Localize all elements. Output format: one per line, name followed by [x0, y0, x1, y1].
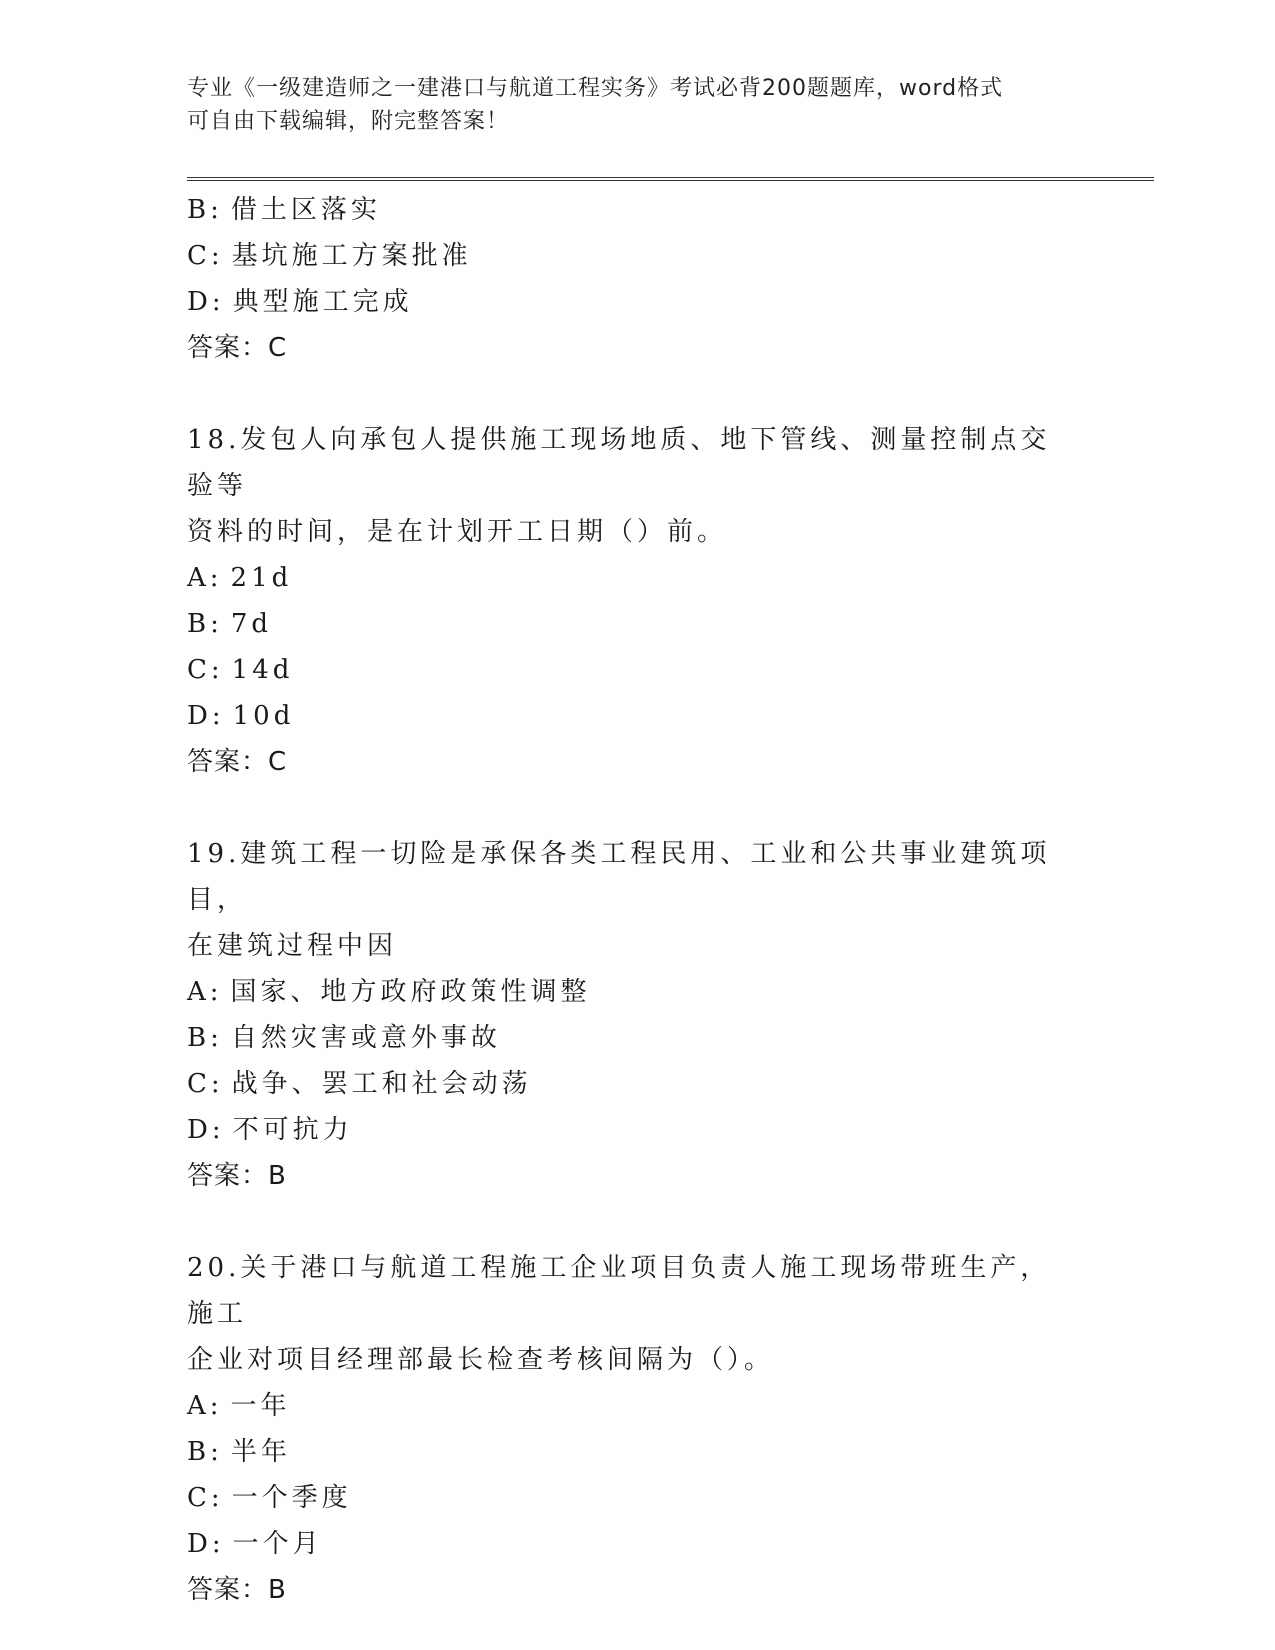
option-b: B: 7d: [187, 609, 273, 639]
question-19: [187, 831, 1087, 1199]
option-a: A: 一年: [187, 1391, 291, 1421]
option-c: C: 基坑施工方案批准: [187, 241, 472, 271]
option-d: D: 一个月: [187, 1529, 323, 1559]
header-title-line-1: 专业《一级建造师之一建港口与航道工程实务》考试必背200题题库，word格式: [187, 76, 1004, 101]
document-header: [187, 72, 1087, 138]
question-text-line-2: 资料的时间，是在计划开工日期（）前。: [187, 517, 728, 547]
option-b: B: 借土区落实: [187, 195, 381, 225]
answer-text: 答案：B: [187, 1575, 287, 1605]
option-b: B: 自然灾害或意外事故: [187, 1023, 501, 1053]
question-18: [187, 417, 1087, 785]
option-d: D: 典型施工完成: [187, 287, 413, 317]
option-c: C: 14d: [187, 655, 294, 685]
option-c: C: 一个季度: [187, 1483, 352, 1513]
option-d: D: 不可抗力: [187, 1115, 353, 1145]
question-list: [187, 187, 1087, 1613]
answer-text: 答案：B: [187, 1161, 287, 1191]
question-20: [187, 1245, 1087, 1613]
header-divider: [187, 177, 1154, 181]
option-a: A: 国家、地方政府政策性调整: [187, 977, 591, 1007]
option-d: D: 10d: [187, 701, 295, 731]
header-title-line-2: 可自由下载编辑，附完整答案！: [187, 109, 510, 134]
answer-text: 答案：C: [187, 333, 288, 363]
question-text-line-2: 在建筑过程中因: [187, 931, 398, 961]
option-b: B: 半年: [187, 1437, 291, 1467]
question-text-line-1: 20.关于港口与航道工程施工企业项目负责人施工现场带班生产，施工: [187, 1253, 1051, 1329]
option-a: A: 21d: [187, 563, 293, 593]
question-text-line-1: 19.建筑工程一切险是承保各类工程民用、工业和公共事业建筑项目，: [187, 839, 1051, 915]
option-c: C: 战争、罢工和社会动荡: [187, 1069, 532, 1099]
question-text-line-1: 18.发包人向承包人提供施工现场地质、地下管线、测量控制点交验等: [187, 425, 1051, 501]
question-17-continuation: [187, 187, 1087, 371]
question-text-line-2: 企业对项目经理部最长检查考核间隔为（）。: [187, 1345, 775, 1375]
answer-text: 答案：C: [187, 747, 288, 777]
